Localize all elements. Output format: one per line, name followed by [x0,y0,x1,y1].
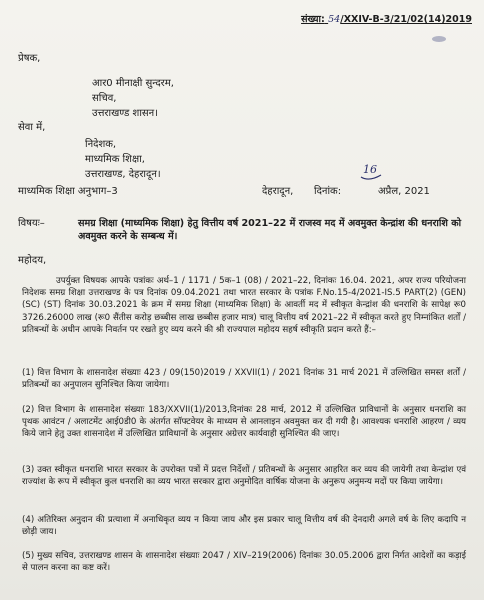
sender-office: उत्तराखण्ड शासन। [92,108,159,119]
body-paragraph-intro: उपर्युक्त विषयक आपके पत्रांकः अर्थ–1 / 1171 / 5क–1 (08) / 2021–22, दिनांकः 16.04. 2021, अपर राज्य परियोजना निदेशक समग्र शिक्षा उत्तराखण्ड के पत्र दिनांक 09.04.2021 तथा भारत सरकार के पत्रांक F.No.15-4/2021-IS.5 PART(2) (GEN) (SC) (ST) दिनांक 30.03.2021 के क्रम में समग्र शिक्षा (माध्यमिक शिक्षा) के आवर्ती मद में स्वीकृत केन्द्रांश की धनराशि के सापेक्ष रू0 3726.26000 लाख (रू0 सैंतीस करोड़ छब्बीस लाख छब्बीस हजार मात्र) चालू वित्तीय वर्ष 2021–22 में स्वीकृत करते हुए निम्नांकित शर्तों / प्रतिबन्धों के अधीन आपके निवर्तन पर रखते हुए व्यय करने की श्री राज्यपाल महोदय सहर्ष स्वीकृति प्रदान करते हैं:– [22,276,466,335]
section-date-label: दिनांक: [314,186,342,197]
ink-blot-mark [432,36,446,42]
recipient-line3: उत्तराखण्ड, देहरादून। [85,169,161,180]
recipient-line2: माध्यमिक शिक्षा, [85,154,145,165]
body-paragraph-condition-3: (3) उक्त स्वीकृत धनराशि भारत सरकार के उपरोक्त पत्रों में प्रदत्त निर्देशों / प्रतिबन्धों के अनुसार आहरित कर व्यय की जायेगी तथा केन्द्रांश एवं राज्यांश के रूप में स्वीकृत कुल धनराशि का व्यय भारत सरकार द्वारा अनुमोदित वार्षिक योजना के अनुरूप अनुमन्य मदों पर किया जायेगा। [22,465,466,488]
sender-designation: सचिव, [92,93,117,104]
subject-label: विषयः– [18,218,45,229]
salutation: महोदय, [18,255,47,266]
reference-label: संख्या: [301,14,325,25]
handwritten-day: 16 [363,163,377,176]
sender-label: प्रेषक, [18,53,41,64]
recipient-line1: निदेशक, [85,139,117,150]
section-name: माध्यमिक शिक्षा अनुभाग–3 [18,186,118,197]
reference-code: /XXIV-B-3/21/02(14)2019 [340,14,472,25]
subject-text: समग्र शिक्षा (माध्यमिक शिक्षा) हेतु वित्तीय वर्ष 2021–22 में राजस्व मद में अवमुक्त केन्द्रांश की धनराशि को अवमुक्त करने के सम्बन्ध में। [78,218,462,242]
recipient-label: सेवा में, [18,122,46,133]
body-paragraph-condition-5: (5) मुख्य सचिव, उत्तराखण्ड शासन के शासनादेश संख्याः 2047 / XIV–219(2006) दिनांकः 30.05.2006 द्वारा निर्गत आदेशों का कड़ाई से पालन करना का कष्ट करें। [22,551,466,574]
handwritten-date-mark [357,162,385,184]
body-paragraph-condition-1: (1) वित्त विभाग के शासनादेश संख्याः 423 / 09(150)2019 / XXVII(1) / 2021 दिनांक 31 मार्च 2021 में उल्लिखित समस्त शर्तों / प्रतिबन्धों का अनुपालन सुनिश्चित किया जायेगा। [22,368,466,391]
section-date-value: अप्रैल, 2021 [378,186,430,197]
body-paragraph-condition-4: (4) अतिरिक्त अनुदान की प्रत्याशा में अनाधिकृत व्यय न किया जाय और इस प्रकार चालू वित्तीय वर्ष की देनदारी अगले वर्ष के लिए कदापि न छोड़ी जाय। [22,515,466,538]
body-paragraph-condition-2: (2) वित्त विभाग के शासनादेश संख्याः 183/XXVII(1)/2013,दिनांकः 28 मार्च, 2012 में उल्लिखित प्राविधानों के अनुसार धनराशि का पृथक आवंटन / अलाटमेंट आई0डी0 के अंतर्गत सॉफ्टवेयर के माध्यम से आनलाइन अवमुक्त कर दी गयी है। आवश्यक धनराशि आहरण / व्यय किये जाने हेतु उक्त शासनादेश में उल्लिखित प्राविधानों के अनुसार अग्रेत्तर कार्यवाही सुनिश्चित की जाए। [22,405,466,440]
sender-name: आर0 मीनाक्षी सुन्दरम, [92,78,174,89]
reference-number [301,12,472,25]
section-place: देहरादून, [262,186,294,197]
handwritten-number: 54 [328,14,341,25]
